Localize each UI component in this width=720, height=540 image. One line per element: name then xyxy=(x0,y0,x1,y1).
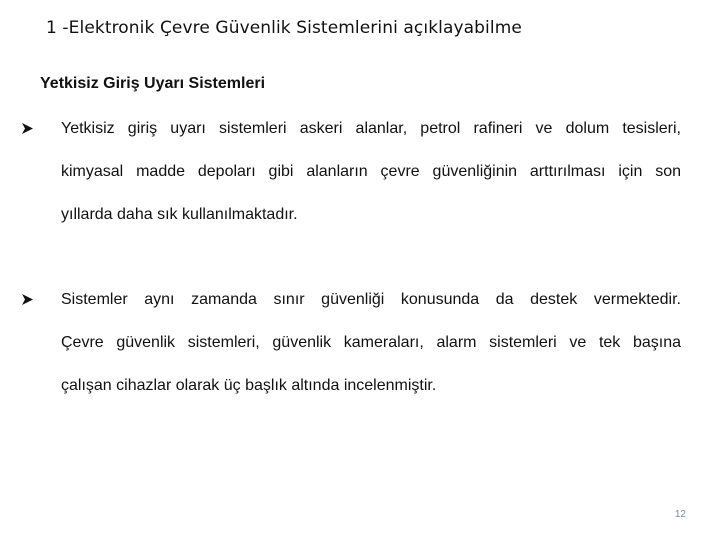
bullet-line: Yetkisiz giriş uyarı sistemleri askeri alanlar, petrol rafineri ve dolum tesisleri, xyxy=(41,107,681,150)
slide-title: 1 -Elektronik Çevre Güvenlik Sistemlerini açıklayabilme xyxy=(46,18,522,38)
arrow-bullet-icon xyxy=(21,278,37,321)
bullet-item xyxy=(41,107,681,236)
bullet-line: kimyasal madde depoları gibi alanların çevre güvenliğinin arttırılması için son xyxy=(61,163,681,180)
bullet-line: Sistemler aynı zamanda sınır güvenliği konusunda da destek vermektedir. xyxy=(41,278,681,321)
section-heading: Yetkisiz Giriş Uyarı Sistemleri xyxy=(40,75,266,92)
bullet-line: yıllarda daha sık kullanılmaktadır. xyxy=(61,206,298,223)
bullet-item xyxy=(41,278,681,407)
page-number: 12 xyxy=(674,509,686,520)
bullet-line: Çevre güvenlik sistemleri, güvenlik kameraları, alarm sistemleri ve tek başına xyxy=(61,334,681,351)
bullet-line: çalışan cihazlar olarak üç başlık altında incelenmiştir. xyxy=(61,377,437,394)
arrow-bullet-icon xyxy=(21,107,37,150)
